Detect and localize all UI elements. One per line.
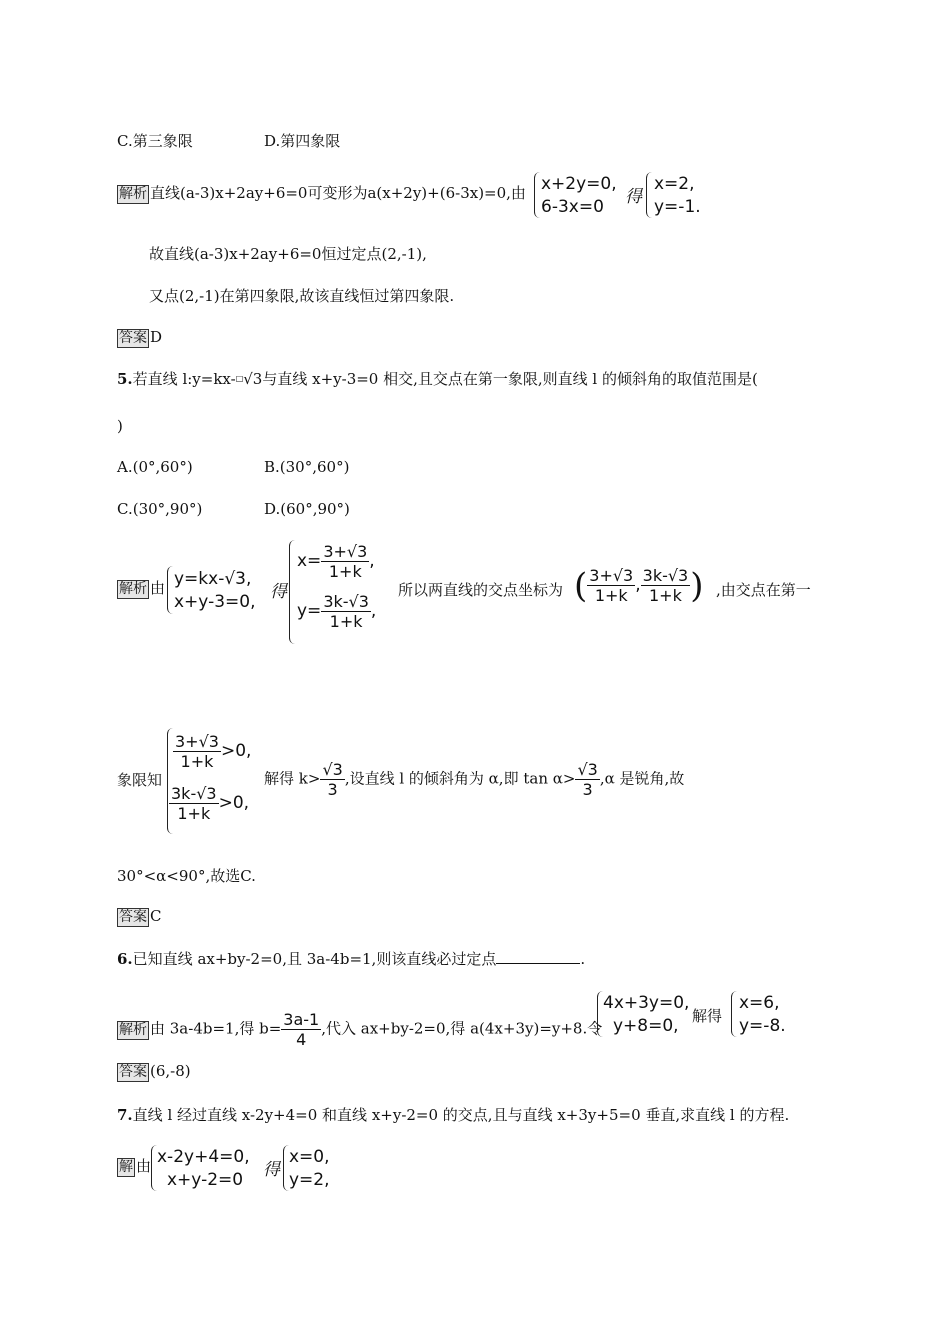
equation-line: x+y-2=0 xyxy=(167,1170,244,1190)
de-text: 得 xyxy=(625,187,642,207)
solution-7-start xyxy=(117,1156,151,1177)
question-text: 已知直线 ax+by-2=0,且 3a-4b=1,则该直线必过定点 xyxy=(132,950,497,968)
equation-line: x=6, xyxy=(739,993,780,1013)
de-text: 得 xyxy=(270,582,287,602)
solution-4-line-1 xyxy=(117,183,526,204)
answer-6 xyxy=(117,1061,191,1082)
acute-text: ,α 是锐角,故 xyxy=(599,769,685,788)
equation-system xyxy=(597,991,697,1037)
option-a: A.(0°,60°) xyxy=(117,458,193,476)
x-solution xyxy=(297,542,375,581)
solution-tag: 解 xyxy=(119,1159,133,1175)
answer-tag: 答案 xyxy=(119,909,147,925)
numerator: 3k-√3 xyxy=(171,784,217,803)
answer-5 xyxy=(117,906,161,927)
question-7 xyxy=(117,1105,789,1125)
angle-text: ,设直线 l 的倾斜角为 α,即 tan α> xyxy=(344,769,576,788)
equation-system-result xyxy=(283,1145,353,1191)
x-eq: x= xyxy=(297,551,322,571)
numerator: 3+√3 xyxy=(323,542,368,561)
equation-system-result xyxy=(731,991,803,1037)
numerator: 3a-1 xyxy=(283,1010,320,1029)
inequality-2 xyxy=(169,784,249,823)
denominator: 1+k xyxy=(594,586,628,605)
option-d: D.(60°,90°) xyxy=(264,500,350,518)
numerator: √3 xyxy=(577,760,598,779)
answer-value: C xyxy=(150,907,162,925)
answer-4 xyxy=(117,327,162,348)
solution-text: 由 xyxy=(136,1157,152,1175)
left-paren: ( xyxy=(574,565,588,606)
question-paren-close: ) xyxy=(117,417,123,435)
inequality-1 xyxy=(173,732,251,771)
numerator: 3+√3 xyxy=(175,732,219,751)
gt-zero: >0, xyxy=(220,741,252,761)
numerator: 3+√3 xyxy=(589,566,634,585)
equation-line: y=-1. xyxy=(654,197,701,217)
equation-line: x+y-3=0, xyxy=(174,592,256,612)
question-text: 若直线 l:y=kx- xyxy=(132,370,236,388)
equation-line: y=-8. xyxy=(739,1016,786,1036)
equation-line: x=2, xyxy=(654,174,695,194)
denominator: 1+k xyxy=(180,752,214,771)
intersection-point: ( $\frac{3+√3}{1+k}$ , $\frac{3k-√3}{1+k}$ ) xyxy=(574,565,704,606)
point-x-fraction xyxy=(587,566,635,605)
denominator: 1+k xyxy=(177,804,211,823)
equation-line: y=kx-√3, xyxy=(174,569,252,589)
x-fraction xyxy=(321,542,369,581)
answer-value: D xyxy=(150,328,163,346)
equation-line: x=0, xyxy=(289,1147,330,1167)
equation-line: 4x+3y=0, xyxy=(603,993,690,1013)
solution-5-tail: ,由交点在第一 xyxy=(716,581,811,599)
question-number: 6. xyxy=(117,950,133,968)
numerator: 3k-√3 xyxy=(323,592,369,611)
solution-5-line-3: 30°<α<90°,故选C. xyxy=(117,867,256,885)
question-number: 7. xyxy=(117,1106,133,1124)
denominator: 3 xyxy=(327,780,338,799)
option-c: C.第三象限 xyxy=(117,132,193,150)
answer-tag: 答案 xyxy=(119,1064,147,1080)
solve-k-text: 解得 k> xyxy=(264,769,321,788)
y-solution xyxy=(297,592,376,631)
question-text: 直线 l 经过直线 x-2y+4=0 和直线 x+y-2=0 的交点,且与直线 x+3y+5=0 垂直,求直线 l 的方程. xyxy=(132,1106,790,1124)
denominator: 1+k xyxy=(329,612,363,631)
solution-4-line-2: 故直线(a-3)x+2ay+6=0恒过定点(2,-1), xyxy=(149,245,427,263)
sqrt-three: √3 xyxy=(243,370,263,388)
question-5 xyxy=(117,369,758,389)
equation-line: x-2y+4=0, xyxy=(157,1147,250,1167)
option-c: C.(30°,90°) xyxy=(117,500,203,518)
solution-text: 直线(a-3)x+2ay+6=0可变形为a(x+2y)+(6-3x)=0,由 xyxy=(150,184,526,202)
solution-text: 由 3a-4b=1,得 b= xyxy=(150,1019,282,1038)
y-fraction xyxy=(321,592,371,631)
equation-line: y=2, xyxy=(289,1170,330,1190)
analysis-tag: 解析 xyxy=(119,186,147,202)
equation-system xyxy=(151,1145,261,1191)
equation-system-solution xyxy=(289,540,393,644)
de-text: 得 xyxy=(263,1160,280,1180)
equation-system xyxy=(167,566,267,614)
y-eq: y= xyxy=(297,601,322,621)
solution-6-line-1 xyxy=(117,1010,602,1049)
solution-text: 由 xyxy=(150,579,166,597)
denominator: 4 xyxy=(296,1030,307,1049)
inequality-system xyxy=(167,728,267,834)
answer-value: (6,-8) xyxy=(150,1062,191,1080)
coordinates-text: 所以两直线的交点坐标为 xyxy=(398,581,564,599)
question-number: 5. xyxy=(117,370,133,388)
equation-system xyxy=(534,172,629,218)
right-paren: ) xyxy=(690,565,704,606)
question-text: 与直线 x+y-3=0 相交,且交点在第一象限,则直线 l 的倾斜角的取值范围是( xyxy=(262,370,758,388)
solution-5-start xyxy=(117,578,165,599)
solution-5-line-2-start: 象限知 xyxy=(117,771,163,789)
answer-tag: 答案 xyxy=(119,330,147,346)
analysis-tag: 解析 xyxy=(119,1021,147,1038)
denominator: 1+k xyxy=(649,586,682,605)
comma: , xyxy=(369,551,375,571)
option-d: D.第四象限 xyxy=(264,132,341,150)
numerator: 3k-√3 xyxy=(642,566,689,585)
denominator: 3 xyxy=(582,780,593,799)
option-b: B.(30°,60°) xyxy=(264,458,350,476)
equation-line: 6-3x=0 xyxy=(541,197,604,217)
comma: , xyxy=(370,601,377,621)
answer-blank[interactable] xyxy=(496,949,580,964)
solution-4-line-3: 又点(2,-1)在第四象限,故该直线恒过第四象限. xyxy=(149,287,455,305)
radical-icon: □ xyxy=(235,374,244,383)
solution-text: ,代入 ax+by-2=0,得 a(4x+3y)=y+8.令 xyxy=(321,1019,603,1038)
numerator: √3 xyxy=(322,760,343,779)
point-y-fraction xyxy=(641,566,691,605)
question-6 xyxy=(117,949,585,969)
period: . xyxy=(580,950,586,968)
analysis-tag: 解析 xyxy=(119,581,147,597)
equation-line: y+8=0, xyxy=(613,1016,679,1036)
denominator: 1+k xyxy=(328,562,362,581)
jiede-text: 解得 xyxy=(692,1007,723,1025)
gt-zero: >0, xyxy=(218,793,250,813)
solution-5-line-2 xyxy=(264,760,684,799)
equation-line: x+2y=0, xyxy=(541,174,617,194)
equation-system-result xyxy=(646,172,726,218)
